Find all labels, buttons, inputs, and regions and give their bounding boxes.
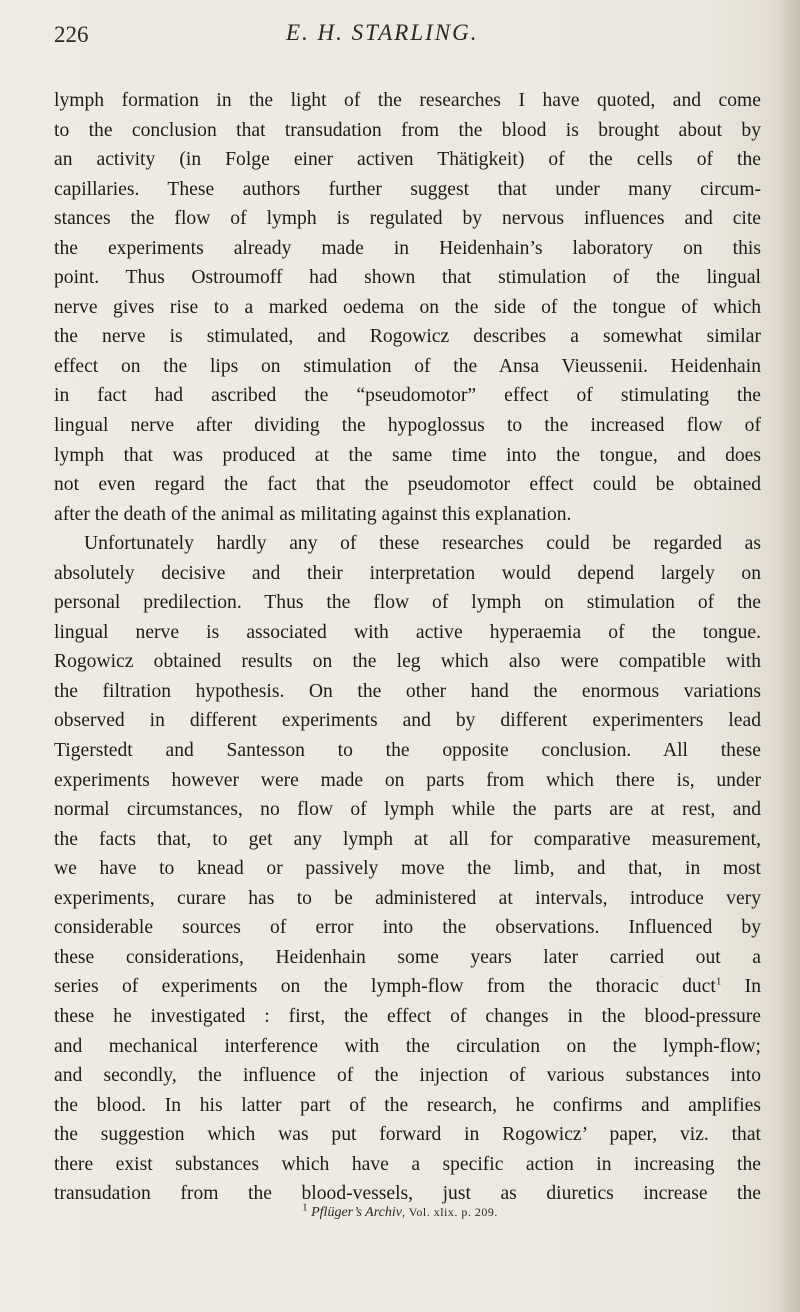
text-line: the experiments already made in Heidenhain’s laboratory on this (54, 237, 761, 259)
text-line: point. Thus Ostroumoff had shown that stimulation of the lingual (54, 267, 761, 289)
footnote-source-title: Pflüger’s Archiv (311, 1205, 402, 1220)
page-edge-shadow (778, 0, 800, 1312)
text-line: there exist substances which have a specific action in increasing the (54, 1153, 761, 1175)
page-header (54, 18, 754, 54)
text-line: these considerations, Heidenhain some years later carried out a (54, 946, 761, 968)
text-line: nerve gives rise to a marked oedema on the side of the tongue of which (54, 296, 761, 318)
text-line: transudation from the blood-vessels, just as diuretics increase the (54, 1183, 761, 1205)
text-line: effect on the lips on stimulation of the Ansa Vieussenii. Heidenhain (54, 355, 761, 377)
text-line: lingual nerve after dividing the hypoglossus to the increased flow of (54, 415, 761, 437)
text-line: stances the flow of lymph is regulated by nervous influences and cite (54, 208, 761, 230)
running-head: E. H. STARLING. (286, 20, 479, 45)
text-line: personal predilection. Thus the flow of lymph on stimulation of the (54, 592, 761, 614)
text-line: absolutely decisive and their interpretation would depend largely on (54, 562, 761, 584)
text-line-with-footnote-ref (54, 972, 761, 1002)
text-line: to the conclusion that transudation from the blood is brought about by (54, 119, 761, 141)
text-line: not even regard the fact that the pseudomotor effect could be obtained (54, 474, 761, 496)
text-line-content: series of experiments on the lymph-flow from the thoracic duct (54, 976, 716, 998)
text-line-tail: In (721, 976, 761, 998)
text-line: the blood. In his latter part of the research, he confirms and amplifies (54, 1094, 761, 1116)
text-line: normal circumstances, no flow of lymph while the parts are at rest, and (54, 799, 761, 821)
text-line: capillaries. These authors further suggest that under many circum- (54, 178, 761, 200)
text-line: experiments, curare has to be administered at intervals, introduce very (54, 887, 761, 909)
body-text (54, 86, 761, 1209)
text-line: an activity (in Folge einer activen Thätigkeit) of the cells of the (54, 149, 761, 171)
text-line: experiments however were made on parts from which there is, under (54, 769, 761, 791)
text-line: Rogowicz obtained results on the leg which also were compatible with (54, 651, 761, 673)
text-line: lingual nerve is associated with active hyperaemia of the tongue. (54, 621, 761, 643)
text-line: these he investigated : first, the effect of changes in the blood-pressure (54, 1005, 761, 1027)
text-line: in fact had ascribed the “pseudomotor” effect of stimulating the (54, 385, 761, 407)
footnote-volume: , Vol. xlix. p. 209. (401, 1205, 498, 1219)
text-line: lymph formation in the light of the researches I have quoted, and come (54, 90, 761, 111)
text-line: we have to knead or passively move the limb, and that, in most (54, 858, 761, 880)
text-line: the nerve is stimulated, and Rogowicz describes a somewhat similar (54, 326, 761, 348)
page-number: 226 (54, 22, 89, 47)
text-line: and mechanical interference with the circulation on the lymph-flow; (54, 1035, 761, 1057)
text-line: lymph that was produced at the same time into the tongue, and does (54, 444, 761, 466)
text-line: the suggestion which was put forward in Rogowicz’ paper, viz. that (54, 1124, 761, 1146)
text-line: the filtration hypothesis. On the other hand the enormous variations (54, 680, 761, 702)
footnote (0, 1201, 800, 1221)
footnote-reference: 1 (715, 975, 722, 988)
text-line: Tigerstedt and Santesson to the opposite conclusion. All these (54, 740, 761, 762)
text-line: after the death of the animal as militating against this explanation. (54, 503, 572, 525)
footnote-marker: 1 (302, 1201, 308, 1214)
text-line: considerable sources of error into the observations. Influenced by (54, 917, 761, 939)
text-line: observed in different experiments and by different experimenters lead (54, 710, 761, 732)
paragraph-start-line: Unfortunately hardly any of these researches could be regarded as (84, 533, 761, 555)
text-line: and secondly, the influence of the injection of various substances into (54, 1065, 761, 1087)
text-line: the facts that, to get any lymph at all for comparative measurement, (54, 828, 761, 850)
